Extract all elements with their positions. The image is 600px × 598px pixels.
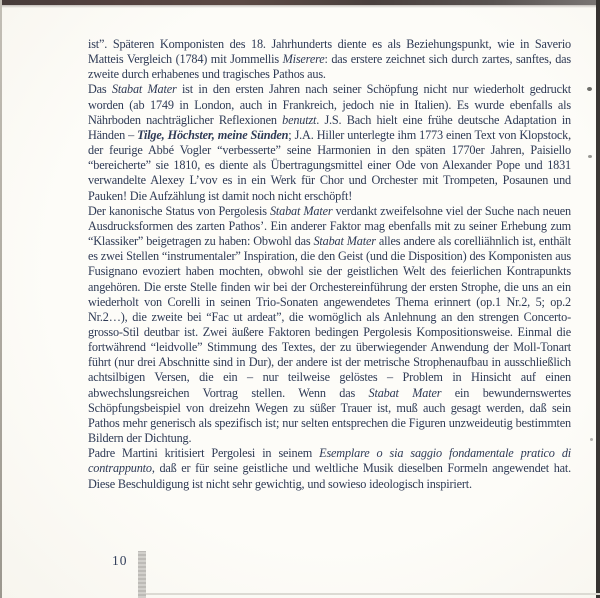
spine-shadow-bar (138, 551, 146, 598)
text-segment-italic: Stabat Mater (111, 82, 177, 97)
text-segment-italic: benutzt (282, 112, 317, 127)
scan-bottom-line (146, 593, 600, 595)
text-segment: ; J.A. Hiller unterlegte ihm 1773 einen Text von Klopstock, der feurige Abbé Vogler “verbesserte” seine Harmonien in den späten 1770er Jahren, Paisiello “bereicherte” sie 1810, es diente als Übertragungsmittel einer Ode von Alexander Pope und 1831 verwandelte Alexey L’vov es in ein Werk für Chor und Orchester mit Trompeten, Posaunen und Pauken! Die Aufzählung ist damit noch nicht erschöpft! (88, 127, 571, 203)
text-segment: Der kanonische Status von Pergolesis (88, 203, 270, 218)
text-segment: . J.S. Bach hielt eine frühe deutsche Adaptation in Händen – (88, 112, 571, 142)
paragraph (88, 82, 571, 203)
scan-edge-left (0, 0, 2, 598)
page-number: 10 (112, 553, 128, 568)
text-segment: , daß er für seine geistliche und weltliche Musik dieselben Formeln angewendet hat. Diese Beschuldigung ist nicht sehr gewichtig, und sowieso ideologisch inspiriert. (88, 461, 571, 491)
text-segment: : das erstere zeichnet sich durch zartes, sanftes, das zweite durch erhabenes und tragisches Pathos aus. (88, 52, 571, 82)
body-text (88, 37, 571, 492)
scan-speck (590, 438, 593, 441)
scan-speck (587, 87, 592, 91)
text-segment-italic: Stabat Mater (368, 385, 442, 400)
text-segment: ein bewundernswertes Schöpfungsbeispiel von dreizehn Wegen zu süßer Trauer ist, muß auch gesagt werden, daß sein Pathos mehr generisch als spezifisch ist; nur selten entsprechen die Figuren unzweideutig bestimmten Bildern der Dichtung. (88, 385, 571, 446)
text-segment: ist”. Späteren Komponisten des 18. Jahrhunderts diente es als Beziehungspunkt, wie in Saverio Matteis Vergleich (1784) mit Jommellis (88, 37, 571, 67)
text-segment: Padre Martini kritisiert Pergolesi in seinem (88, 446, 320, 461)
text-segment-italic: Esemplare o sia saggio fondamentale pratico di contrappunto (88, 446, 571, 476)
scan-edge-top-shadow (0, 5, 600, 8)
text-segment: alles andere als corelliähnlich ist, enthält es zwei Stellen “instrumentaler” Inspiration, die den Geist (und die Disposition) des Komponisten aus Fusignano evoziert haben mochten, obwohl sie der geistlichen Welt des feierlichen Kontrapunkts angehören. Die erste Stelle finden wir bei der Orchestereinführung der ersten Strophe, die uns an ein wiederholt von Corelli in seinen Trio-Sonaten angewendetes Thema erinnert (op.1 Nr.2, 5; op.2 Nr.2…), die zweite bei “Fac ut ardeat”, die womöglich als Anlehnung an den strengen Concerto-grosso-Stil deutbar ist. Zwei äußere Faktoren bedingen Pergolesis Kompositionsweise. Einmal die fortwährend “leidvolle” Stimmung des Textes, der zu überwiegender Anwendung der Moll-Tonart führt (nur drei Abschnitte sind in Dur), der andere ist der metrische Strophenaufbau in ausschließlich achtsilbigen Versen, die ein – nur teilweise gelöstes – Problem in Hinsicht auf einen abwechslungsreichen Vortrag stellen. Wenn das (88, 234, 571, 400)
scan-speck (588, 155, 592, 158)
scan-edge-right (596, 0, 600, 598)
text-segment: ist in den ersten Jahren nach seiner Schöpfung nicht nur wiederholt gedruckt worden (ab 1749 in London, auch in Frankreich, jedoch nie in Italien). Es wurde ebenfalls als Nährboden nachträglicher Reflexionen (88, 82, 571, 127)
paragraph (88, 37, 571, 82)
text-segment: Das (88, 82, 112, 97)
text-segment-italic: Miserere (282, 52, 325, 67)
paragraph (88, 204, 571, 447)
text-segment: verdankt zweifelsohne viel der Suche nach neuen Ausdrucksformen des zarten Pathos’. Ein anderer Faktor mag ebenfalls mit zu seiner Erhebung zum “Klassiker” beigetragen zu haben: Obwohl das (88, 203, 571, 249)
text-segment-bold-italic: Tilge, Höchster, meine Sünden (137, 127, 289, 142)
text-segment-italic: Stabat Mater (269, 203, 333, 218)
text-segment-italic: Stabat Mater (313, 234, 376, 249)
paragraph (88, 446, 571, 491)
